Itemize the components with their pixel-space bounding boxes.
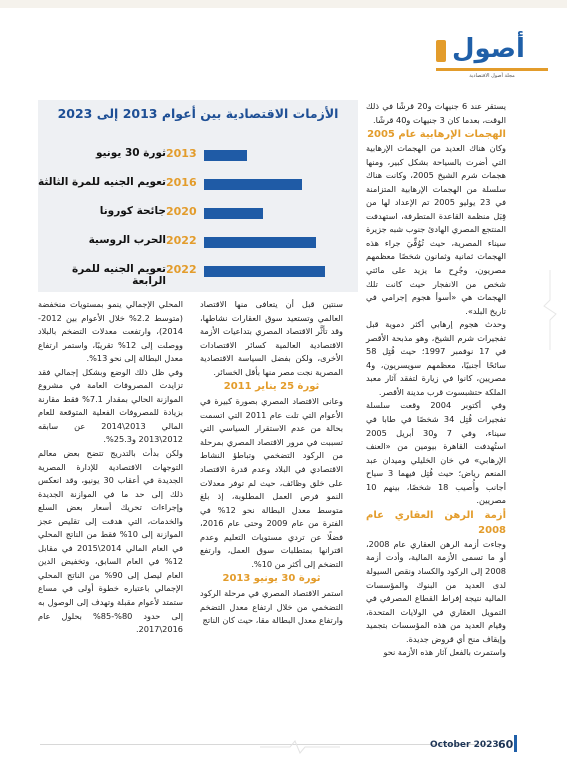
text-column-left xyxy=(38,298,183,637)
magazine-logo xyxy=(436,34,548,79)
chart-bar-year: 2022 xyxy=(166,263,197,276)
chart-title: الأزمات الاقتصادية بين أعوام 2013 إلى 2023 xyxy=(57,106,339,121)
chart-bar-year: 2016 xyxy=(166,176,197,189)
chart-bar xyxy=(204,150,247,161)
paragraph: وفي أكتوبر 2004 وقعت سلسلة تفجيرات قُتِل 34 شخصًا في طابا في سيناء، وفي 7 و30 أبريل 2005 استُهدفت القاهرة بيومين من «العنف الإرهابي» في خان الخليلي وميدان عبد المنعم رياض؛ حيث قُتِل فيهما 3 سياح أجانب وأُصيب 18 شخصًا، بينهم 10 مصريين. xyxy=(366,400,506,506)
section-heading: ثورة 25 يناير 2011 xyxy=(223,381,320,393)
chart-bar-year: 2022 xyxy=(166,234,197,247)
top-decoration xyxy=(0,0,567,8)
paragraph: المحلي الإجمالي ينمو بمستويات منخفضة (متوسط 2.2% خلال الأعوام بين 2012-2014)، وارتفعت معدلات التضخم بالبلاد ووصلت إلى 12% تقريبًا، واستمر ارتفاع معدل البطالة إلى نحو 13%. xyxy=(38,299,183,364)
section-heading: الهجمات الإرهابية عام 2005 xyxy=(367,129,506,141)
crises-chart xyxy=(38,100,358,292)
text-column-right xyxy=(366,100,506,660)
chart-bar-year: 2013 xyxy=(166,147,197,160)
paragraph: يستقر عند 6 جنيهات و20 قرشًا في ذلك الوقت، بعدما كان 3 جنيهات و40 قرشًا. xyxy=(366,101,506,125)
chart-bar-label: تعويم الجنيه للمرة الرابعة xyxy=(72,263,166,287)
page-number-accent xyxy=(514,735,517,752)
logo-accent xyxy=(436,40,446,62)
paragraph: وعانى الاقتصاد المصري بصورة كبيرة في الأعوام التي تلت عام 2011 التي اتسمت بحالة من عدم الاستقرار السياسي التي تسببت في مرور الاقتصاد المصري بمرحلة من الركود التضخمي وتباطؤ النشاط الاقتصادي في البلاد وعدم قدرة الاقتصاد على خلق وظائف، حيث لم توفر معدلات النمو فرص العمل المطلوبة، إذ بلغ متوسط معدل البطالة نحو 12% في الفترة من عام 2009 وحتى عام 2016، فضلًا عن تردي مستويات التعليم وعدم اقترانها بمتطلبات سوق العمل، وارتفع التضخم إلى أكثر من 10%. xyxy=(200,396,344,569)
paragraph: ولكن بدأت بالتدريج تتضح بعض معالم التوجهات الاقتصادية للإدارة المصرية الجديدة في أعقاب 30 يونيو، وقد انعكس ذلك إلى حد ما في الموازنة الجديدة وإجراءات تحريك أسعار بعض السلع والخدمات، التي هدفت إلى تقليص عجز الموازنة إلى 10% فقط من الناتج المحلي في العام المالي 2014\2015 في مقابل 12% في العام السابق، وتخفيض الدين العام ليصل إلى 90% من الناتج المحلي الإجمالي باعتباره خطوة أولى في مساع ستمتد لأعوام مقبلة وتهدف إلى الوصول به إلى حدود 80%-85% بحلول عام 2016\2017. xyxy=(38,448,184,635)
paragraph: وفي ظل ذلك الوضع وبشكل إجمالي فقد تزايدت المصروفات العامة في مشروع الموازنة الحالي بمقدار 7.1% فقط مقارنة بزيادة للمصروفات الفعلية المتوقعة للعام المالي 2013\2014 عن سابقه 2012\2013 و25.3%. xyxy=(38,366,183,445)
footer-heartbeat-icon xyxy=(260,740,340,754)
paragraph: وكان هناك العديد من الهجمات الإرهابية التي أضرت بالسياحة بشكل كبير، ومنها هجمات شرم الشيخ 2005، وكانت هناك سلسلة من الهجمات الإرهابية المتزامنة في 23 يوليو 2005 تم الإعداد لها من قِبَل منظمة القاعدة المتطرفة، استهدفت المنتجع المصري الهادئ جنوب شبه جزيرة سيناء المصرية، حيث تُوُفِّيَ جراء هذه الهجمات ثمانية وثمانون شخصًا معظمهم مصريون، وجُرِح ما يزيد على مائتي شخص من الانفجار حيث كانت تلك الهجمات هي «أسوأ هجوم إجرامي في تاريخ البلد». xyxy=(366,143,506,316)
chart-bar xyxy=(204,179,302,190)
paragraph: استمر الاقتصاد المصري في مرحلة الركود التضخمي من خلال ارتفاع معدل التضخم وارتفاع معدل البطالة مقا، حيث كان الناتج xyxy=(200,588,343,626)
chart-bar xyxy=(204,237,316,248)
issue-date: October 2023 xyxy=(430,740,499,750)
heartbeat-decoration-icon xyxy=(540,270,560,350)
paragraph: واستمرت بالفعل آثار هذه الأزمة نحو xyxy=(383,647,506,658)
chart-bar-label: تعويم الجنيه للمرة الثالثة xyxy=(37,176,166,188)
chart-bar-label: جائحة كورونا xyxy=(99,205,166,217)
chart-bar xyxy=(204,266,325,277)
chart-bar-label: الحرب الروسية xyxy=(88,234,166,246)
logo-text: أصول xyxy=(452,34,525,64)
logo-tagline: مجلة أصول الاقتصادية xyxy=(469,73,515,79)
chart-bar-label: ثورة 30 يونيو xyxy=(95,147,166,159)
chart-bar-year: 2020 xyxy=(166,205,197,218)
paragraph: وجاءت أزمة الرهن العقاري عام 2008، أو ما تسمى الأزمة المالية، وأدت أزمة 2008 إلى الركود والكساد ونقص السيولة لدى العديد من البنوك والمؤسسات المالية نتيجة إفراط القطاع المصرفي في التمويل العقاري في الولايات المتحدة، وقيام العديد من هذه المؤسسات بتجميد وإيقاف منح أي قروض جديدة. xyxy=(366,538,506,644)
section-heading: ثورة 30 يونيو 2013 xyxy=(222,573,321,585)
chart-bar xyxy=(204,208,263,219)
text-column-middle xyxy=(200,298,343,628)
section-heading: أزمة الرهن العقاري عام 2008 xyxy=(366,509,506,536)
paragraph: سنتين قبل أن يتعافى منها الاقتصاد العالمي وتستعيد سوق العقارات نشاطها، وقد تأثَّر الاقتصاد المصري بتداعيات الأزمة الاقتصادية العالمية كسائر الاقتصادات الأخرى، ولكن بفضل السياسة الاقتصادية المصرية نجت مصر منها بأقل الخسائر. xyxy=(200,299,343,377)
paragraph: وحدث هجوم إرهابي أكثر دموية قبل تفجيرات شرم الشيخ، وهو مذبحة الأقصر في 17 نوفمبر 1997؛ حيث قُتِل 58 سائحًا أجنبيًا، معظمهم سويسريون، و4 مصريين، كانوا في زيارة لتفقد آثار معبد الملكة حتشبسوت قرب مدينة الأقصر. xyxy=(366,319,506,397)
page-number: 60 xyxy=(498,738,514,751)
logo-underline xyxy=(436,68,548,71)
